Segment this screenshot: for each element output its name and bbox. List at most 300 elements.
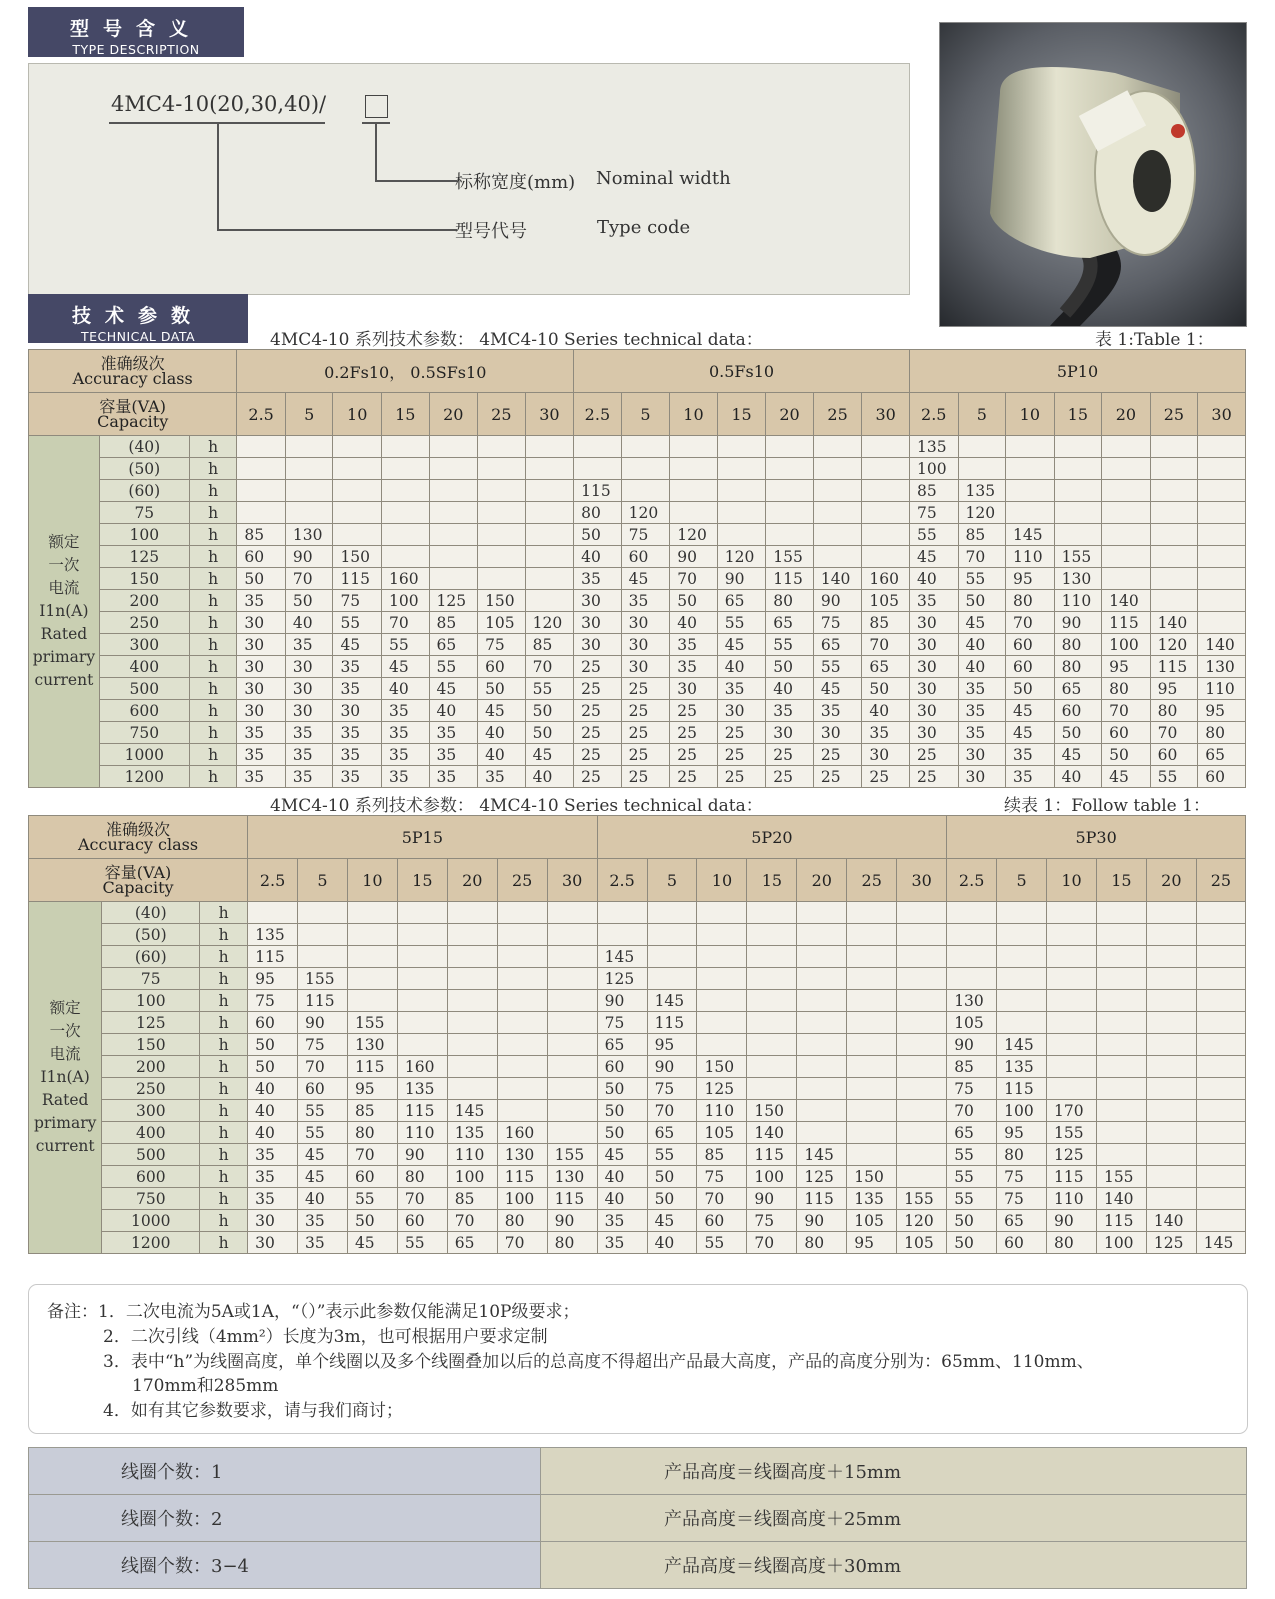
coil-height-value: 95 [1157,679,1178,698]
coil-height-cell [1196,1144,1245,1166]
coil-height-cell [525,612,574,634]
coil-height-cell [381,590,429,612]
coil-height-cell [1102,744,1151,766]
coil-height-cell [1198,480,1246,502]
type-leader-horizontal [217,229,457,231]
coil-height-value: 25 [916,745,937,764]
coil-height-cell [1096,1210,1146,1232]
coil-height-cell [347,1078,397,1100]
table-row [29,1122,1246,1144]
coil-height-cell [597,1122,647,1144]
coil-height-cell [525,590,574,612]
coil-height-value: 45 [305,1145,325,1164]
capacity-header: 10 [1006,393,1055,436]
coil-height-cell [497,1122,547,1144]
coil-height-cell [248,1210,298,1232]
coil-height-cell [237,700,286,722]
coil-height-value: 35 [869,723,890,742]
coil-height-cell [447,946,497,968]
coil-height-value: 30 [292,657,313,676]
coil-height-value: 35 [292,635,313,654]
table-row [29,480,1246,502]
coil-height-value: 80 [1004,1145,1024,1164]
table-row [29,678,1246,700]
coil-height-cell [237,590,286,612]
coil-height-cell [1047,946,1097,968]
coil-height-cell [597,1056,647,1078]
coil-height-value: 160 [388,569,419,588]
capacity-header: 10 [333,393,382,436]
coil-height-value: 60 [1205,767,1225,786]
coil-height-value: 40 [436,701,457,720]
coil-height-value: 115 [354,1057,385,1076]
table-row [29,1210,1246,1232]
coil-height-value: 35 [340,745,361,764]
capacity-header: 5 [958,393,1006,436]
coil-height-cell [1198,568,1246,590]
coil-height-cell [381,502,429,524]
table-row [29,656,1246,678]
coil-height-cell [847,968,897,990]
coil-height-value: 55 [305,1123,325,1142]
height-formula: 产品高度＝线圈高度＋30mm [541,1542,1247,1589]
coil-height-cell [333,656,382,678]
coil-height-cell [1146,946,1196,968]
coil-height-cell [1047,1122,1097,1144]
coil-height-cell [697,1034,747,1056]
coil-height-cell [574,524,622,546]
coil-height-value: 55 [340,613,361,632]
coil-height-cell [621,458,670,480]
rated-primary-current-label [29,436,100,788]
technical-data-table-1 [28,349,1246,788]
coil-height-cell [997,924,1047,946]
coil-height-cell [478,546,526,568]
coil-height-value: 35 [965,701,986,720]
type-description-title-en: TYPE DESCRIPTION [72,42,200,57]
coil-height-cell [947,968,997,990]
h-unit: h [200,1122,248,1144]
coil-height-cell [766,678,814,700]
coil-height-cell [862,744,910,766]
coil-height-cell [333,458,382,480]
coil-height-cell [285,722,333,744]
coil-height-cell [847,1166,897,1188]
coil-height-cell [285,744,333,766]
coil-height-value: 30 [965,745,986,764]
coil-height-cell [862,590,910,612]
coil-height-cell [525,480,574,502]
coil-height-cell [497,990,547,1012]
coil-height-cell [497,1012,547,1034]
coil-height-value: 115 [581,481,611,500]
coil-height-cell [717,744,766,766]
coil-height-cell [248,1034,298,1056]
h-unit: h [200,1210,248,1232]
primary-current-value: 300 [99,634,189,656]
capacity-header: 20 [447,859,497,902]
coil-height-cell [909,590,958,612]
table-row [29,1232,1246,1254]
coil-height-value: 35 [916,591,937,610]
coil-height-value: 45 [654,1211,675,1230]
coil-height-cell [347,990,397,1012]
capacity-header: 30 [1198,393,1246,436]
rated-current-label-line: I1n(A) [40,1068,90,1086]
coil-height-cell [1102,656,1151,678]
coil-height-value: 50 [532,701,553,720]
coil-height-cell [597,946,647,968]
coil-height-cell [525,546,574,568]
coil-height-cell [478,568,526,590]
coil-height-value: 105 [854,1211,884,1230]
coil-height-value: 45 [1013,701,1033,720]
coil-height-value: 35 [305,1233,325,1252]
coil-height-value: 30 [916,657,937,676]
coil-height-cell [1006,546,1055,568]
coil-height-cell [547,1210,597,1232]
coil-height-cell [670,458,718,480]
coil-height-cell [478,502,526,524]
coil-height-value: 60 [404,1211,425,1230]
coil-height-cell [958,612,1006,634]
capacity-row [29,393,1246,436]
coil-height-cell [1054,546,1102,568]
coil-height-cell [429,744,478,766]
coil-height-value: 60 [485,657,505,676]
coil-height-cell [958,568,1006,590]
coil-height-cell [397,902,447,924]
coil-height-cell [997,1056,1047,1078]
table-row [29,1100,1246,1122]
coil-height-cell [1102,502,1151,524]
coil-height-value: 130 [504,1145,535,1164]
coil-height-cell [525,568,574,590]
coil-count: 线圈个数：3−4 [29,1542,541,1589]
coil-height-cell [333,524,382,546]
coil-height-value: 50 [604,1101,625,1120]
coil-height-value: 145 [1203,1233,1234,1252]
coil-height-cell [621,524,670,546]
coil-height-cell [621,502,670,524]
coil-height-value: 160 [404,1057,435,1076]
coil-height-value: 115 [773,569,803,588]
coil-height-value: 35 [244,723,265,742]
coil-height-cell [947,1012,997,1034]
coil-height-cell [574,612,622,634]
coil-height-value: 80 [773,591,794,610]
coil-height-cell [747,968,797,990]
coil-height-value: 120 [1157,635,1188,654]
coil-height-cell [285,700,333,722]
coil-height-cell [397,1144,447,1166]
coil-height-cell [478,766,526,788]
coil-height-cell [909,766,958,788]
capacity-header: 10 [697,859,747,902]
coil-height-cell [285,436,333,458]
coil-height-cell [429,590,478,612]
coil-height-value: 25 [677,701,697,720]
coil-height-value: 50 [292,591,313,610]
coil-height-cell [797,1166,847,1188]
coil-height-cell [1102,568,1151,590]
coil-height-cell [813,458,862,480]
coil-height-cell [958,590,1006,612]
coil-height-value: 40 [965,657,986,676]
coil-height-cell [621,436,670,458]
accuracy-class-label: 准确级次 Accuracy class [29,816,248,859]
coil-height-cell [1198,524,1246,546]
h-unit: h [189,436,237,458]
capacity-header: 25 [847,859,897,902]
note-3-continued: 170mm和285mm [132,1376,279,1396]
coil-height-cell [285,524,333,546]
coil-height-cell [813,744,862,766]
nominal-width-label-en: Nominal width [596,168,731,189]
h-unit: h [200,1188,248,1210]
coil-height-cell [766,766,814,788]
coil-height-cell [697,902,747,924]
type-leader-vertical [217,124,219,230]
coil-height-cell [347,902,397,924]
coil-height-cell [597,1012,647,1034]
capacity-header: 25 [813,393,862,436]
primary-current-value: (60) [102,946,200,968]
coil-height-value: 50 [869,679,890,698]
coil-row [29,1495,1247,1542]
coil-height-cell [298,990,348,1012]
coil-height-cell [897,1012,947,1034]
coil-height-value: 95 [354,1079,375,1098]
coil-height-cell [1054,524,1102,546]
coil-height-value: 115 [1109,613,1139,632]
coil-height-cell [397,1056,447,1078]
coil-height-value: 40 [916,569,937,588]
coil-height-cell [747,1188,797,1210]
coil-height-value: 145 [654,991,685,1010]
coil-height-cell [766,656,814,678]
table1-subtitle: 4MC4-10 系列技术参数： 4MC4-10 Series technical data： [270,330,763,350]
coil-height-cell [347,1166,397,1188]
primary-current-value: 750 [99,722,189,744]
coil-height-value: 60 [305,1079,325,1098]
coil-height-cell [497,1078,547,1100]
coil-height-cell [747,1056,797,1078]
coil-height-value: 155 [1061,547,1092,566]
coil-height-cell [381,678,429,700]
coil-height-value: 25 [677,723,697,742]
coil-height-cell [574,766,622,788]
coil-height-value: 90 [804,1211,825,1230]
h-unit: h [189,722,237,744]
width-placeholder-box [365,95,388,118]
coil-height-cell [397,1166,447,1188]
capacity-header: 25 [478,393,526,436]
coil-height-cell [897,1078,947,1100]
coil-height-cell [397,1188,447,1210]
coil-height-cell [478,612,526,634]
coil-height-cell [248,1100,298,1122]
h-unit: h [189,612,237,634]
coil-height-value: 65 [1061,679,1082,698]
coil-height-cell [547,1056,597,1078]
coil-height-cell [766,744,814,766]
coil-height-value: 70 [677,569,697,588]
primary-current-value: 500 [99,678,189,700]
coil-height-cell [547,1100,597,1122]
coil-height-cell [285,568,333,590]
coil-height-cell [997,946,1047,968]
coil-height-cell [1102,480,1151,502]
table-row [29,436,1246,458]
coil-height-value: 30 [255,1233,275,1252]
coil-height-cell [1196,1056,1245,1078]
coil-height-cell [813,678,862,700]
coil-height-cell [1198,590,1246,612]
coil-height-cell [1096,1188,1146,1210]
coil-height-cell [429,480,478,502]
table-row [29,902,1246,924]
coil-height-value: 50 [255,1035,275,1054]
coil-height-value: 155 [904,1189,934,1208]
coil-height-cell [797,1078,847,1100]
coil-height-value: 55 [305,1101,325,1120]
coil-height-cell [697,924,747,946]
coil-height-value: 120 [677,525,707,544]
coil-height-cell [525,634,574,656]
coil-height-cell [1150,656,1198,678]
coil-height-cell [766,590,814,612]
coil-height-value: 120 [904,1211,934,1230]
coil-height-cell [647,1188,697,1210]
coil-height-value: 135 [1004,1057,1034,1076]
coil-height-value: 45 [436,679,457,698]
coil-height-cell [813,766,862,788]
coil-height-value: 30 [628,613,649,632]
coil-height-cell [497,1056,547,1078]
coil-height-value: 45 [604,1145,625,1164]
coil-height-cell [237,568,286,590]
coil-height-cell [862,524,910,546]
coil-height-cell [597,1144,647,1166]
coil-height-cell [381,524,429,546]
coil-height-cell [1054,590,1102,612]
coil-height-cell [847,1232,897,1254]
coil-height-cell [525,678,574,700]
coil-height-value: 95 [654,1035,675,1054]
coil-height-value: 145 [1004,1035,1034,1054]
coil-height-cell [1198,634,1246,656]
coil-height-cell [478,744,526,766]
coil-height-cell [909,436,958,458]
coil-height-value: 70 [504,1233,525,1252]
coil-height-value: 55 [436,657,457,676]
coil-height-cell [647,1144,697,1166]
coil-height-cell [447,1078,497,1100]
coil-height-value: 40 [255,1079,275,1098]
coil-row [29,1542,1247,1589]
coil-height-cell [237,546,286,568]
primary-current-value: 400 [99,656,189,678]
coil-height-cell [862,546,910,568]
primary-current-value: (50) [99,458,189,480]
coil-height-value: 25 [581,701,601,720]
coil-height-cell [248,1232,298,1254]
rated-current-label-line: 额定 [49,999,81,1017]
coil-height-cell [248,1056,298,1078]
coil-height-cell [647,1034,697,1056]
coil-height-cell [747,990,797,1012]
coil-height-cell [447,1034,497,1056]
coil-height-cell [347,1232,397,1254]
coil-height-cell [797,1210,847,1232]
coil-height-value: 55 [965,569,986,588]
coil-height-cell [958,634,1006,656]
coil-height-value: 50 [654,1189,675,1208]
coil-height-value: 60 [604,1057,625,1076]
coil-height-value: 105 [954,1013,984,1032]
coil-height-cell [597,924,647,946]
coil-height-cell [813,568,862,590]
coil-height-cell [647,1232,697,1254]
coil-height-value: 150 [754,1101,784,1120]
coil-height-value: 40 [773,679,794,698]
coil-height-cell [909,524,958,546]
table-row [29,568,1246,590]
coil-height-cell [1146,1166,1196,1188]
coil-height-value: 50 [604,1123,625,1142]
coil-height-cell [813,546,862,568]
coil-height-value: 45 [1109,767,1129,786]
capacity-header: 15 [1054,393,1102,436]
coil-height-cell [248,924,298,946]
coil-height-value: 35 [604,1233,625,1252]
coil-height-value: 95 [1013,569,1033,588]
coil-height-cell [497,1166,547,1188]
coil-height-cell [237,612,286,634]
coil-height-value: 35 [773,701,794,720]
coil-height-value: 60 [1109,723,1129,742]
coil-height-value: 50 [1061,723,1082,742]
coil-height-cell [397,1034,447,1056]
h-unit: h [189,458,237,480]
coil-height-cell [1047,924,1097,946]
coil-height-value: 40 [581,547,601,566]
coil-height-value: 30 [244,657,265,676]
primary-current-value: 600 [99,700,189,722]
coil-height-value: 25 [628,701,649,720]
coil-height-cell [909,722,958,744]
coil-height-value: 75 [305,1035,325,1054]
height-formula: 产品高度＝线圈高度＋15mm [541,1448,1247,1495]
coil-height-cell [766,458,814,480]
coil-height-cell [1102,634,1151,656]
coil-height-value: 60 [1013,657,1033,676]
coil-height-cell [574,436,622,458]
coil-height-value: 100 [754,1167,784,1186]
coil-height-cell [1096,1034,1146,1056]
coil-height-value: 145 [454,1101,485,1120]
rated-current-label-line: 一次 [49,1022,81,1040]
coil-height-cell [909,568,958,590]
coil-height-cell [1198,744,1246,766]
primary-current-value: 100 [99,524,189,546]
coil-height-value: 85 [354,1101,375,1120]
coil-height-cell [1102,700,1151,722]
coil-height-cell [478,678,526,700]
coil-height-cell [333,480,382,502]
coil-height-cell [1047,1100,1097,1122]
